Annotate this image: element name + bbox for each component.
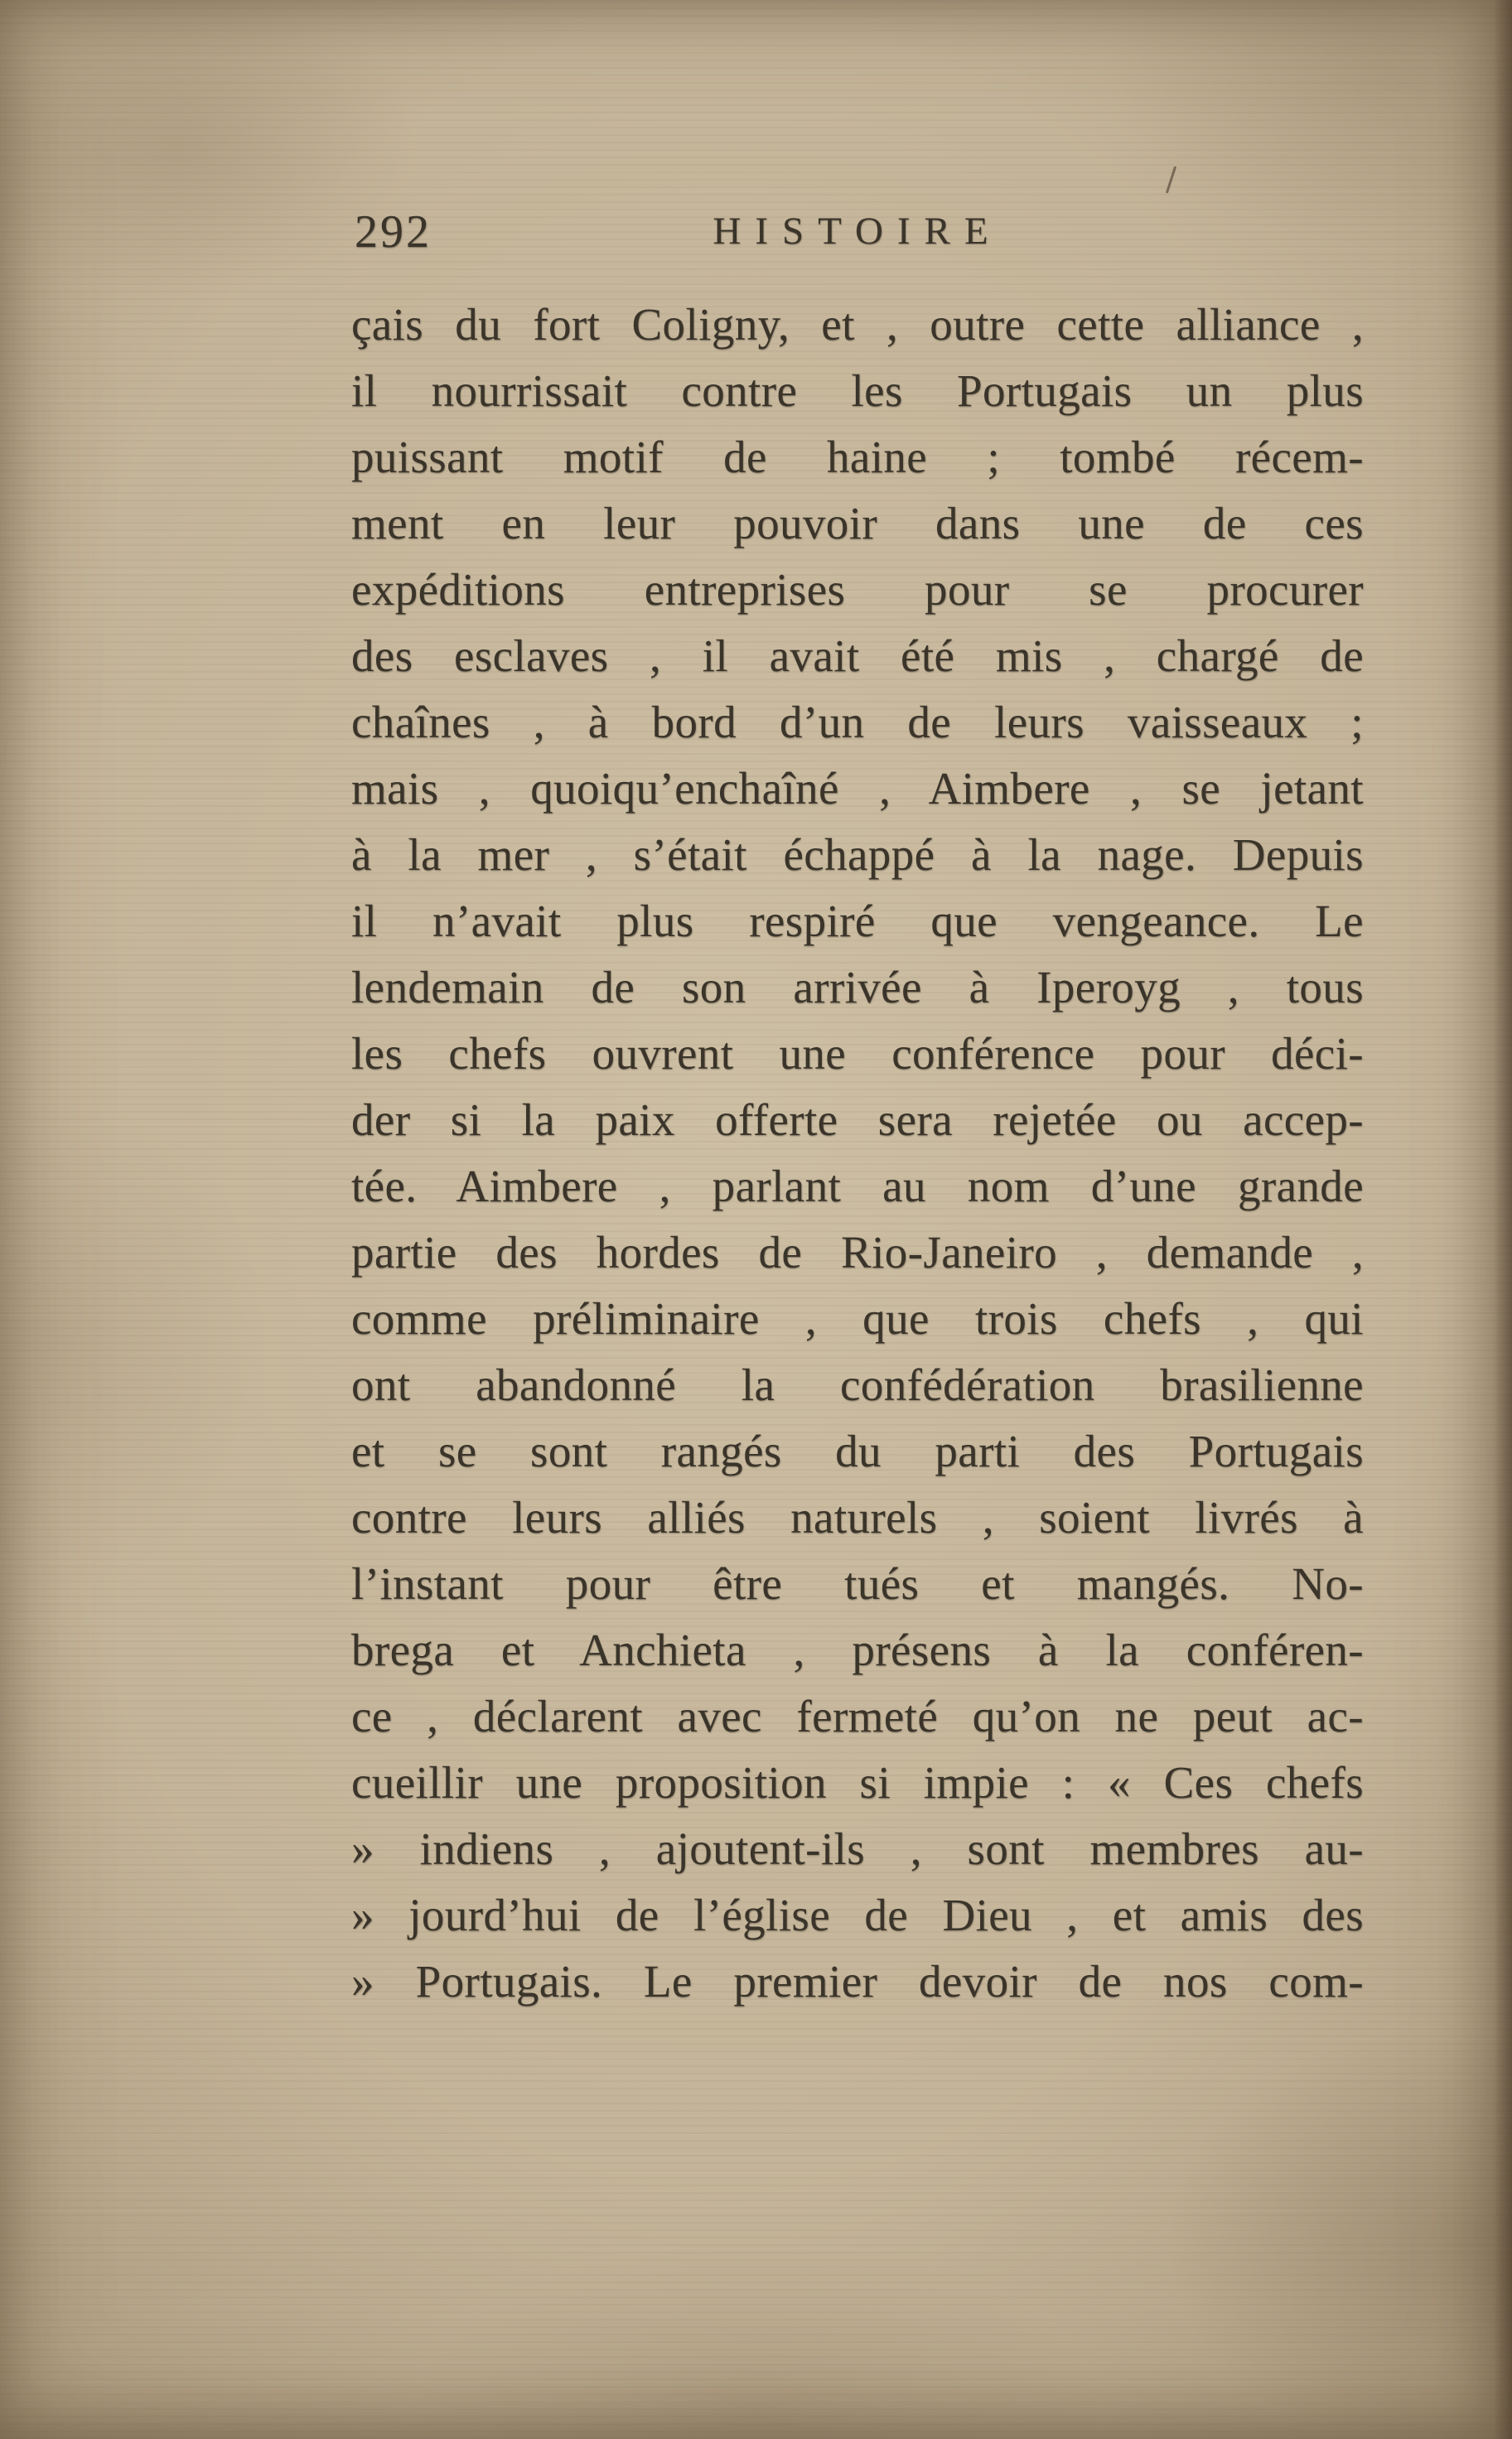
- text-line: ont abandonné la confédération brasilienne: [351, 1360, 1364, 1410]
- text-line: puissant motif de haine ; tombé récem-: [351, 432, 1364, 482]
- text-line: ment en leur pouvoir dans une de ces: [351, 498, 1364, 548]
- page-number: 292: [355, 206, 432, 258]
- text-line: des esclaves , il avait été mis , chargé de: [351, 630, 1364, 681]
- text-line: » jourd’hui de l’église de Dieu , et amis des: [351, 1890, 1364, 1940]
- running-title: HISTOIRE: [713, 210, 1002, 253]
- text-line: l’instant pour être tués et mangés. No-: [351, 1558, 1364, 1609]
- text-line: » Portugais. Le premier devoir de nos com-: [351, 1956, 1364, 2007]
- text-line: expéditions entreprises pour se procurer: [351, 564, 1364, 615]
- text-line: à la mer , s’était échappé à la nage. Depuis: [351, 829, 1364, 880]
- page-edge-shadow: [1494, 0, 1512, 2439]
- text-line: les chefs ouvrent une conférence pour déci-: [351, 1028, 1364, 1079]
- text-line: » indiens , ajoutent-ils , sont membres au-: [351, 1823, 1364, 1874]
- text-line: tée. Aimbere , parlant au nom d’une grande: [351, 1161, 1364, 1211]
- stray-ink-mark: [1166, 166, 1176, 193]
- text-line: il n’avait plus respiré que vengeance. Le: [351, 896, 1364, 946]
- text-line: çais du fort Coligny, et , outre cette alliance ,: [351, 299, 1364, 350]
- text-line: contre leurs alliés naturels , soient livrés à: [351, 1492, 1364, 1543]
- text-line: brega et Anchieta , présens à la conféren-: [351, 1625, 1364, 1675]
- page-header: [348, 205, 1367, 272]
- text-line: mais , quoiqu’enchaîné , Aimbere , se jetant: [351, 763, 1364, 814]
- text-line: il nourrissait contre les Portugais un plus: [351, 365, 1364, 416]
- text-block: [351, 292, 1364, 2015]
- text-line: ce , déclarent avec fermeté qu’on ne peut ac-: [351, 1691, 1364, 1741]
- text-line: partie des hordes de Rio-Janeiro , demande ,: [351, 1227, 1364, 1277]
- text-line: lendemain de son arrivée à Iperoyg , tous: [351, 962, 1364, 1012]
- text-line: cueillir une proposition si impie : « Ces chefs: [351, 1757, 1364, 1808]
- text-line: chaînes , à bord d’un de leurs vaisseaux ;: [351, 697, 1364, 747]
- text-line: der si la paix offerte sera rejetée ou accep-: [351, 1094, 1364, 1145]
- text-line: et se sont rangés du parti des Portugais: [351, 1426, 1364, 1476]
- text-line: comme préliminaire , que trois chefs , qui: [351, 1293, 1364, 1344]
